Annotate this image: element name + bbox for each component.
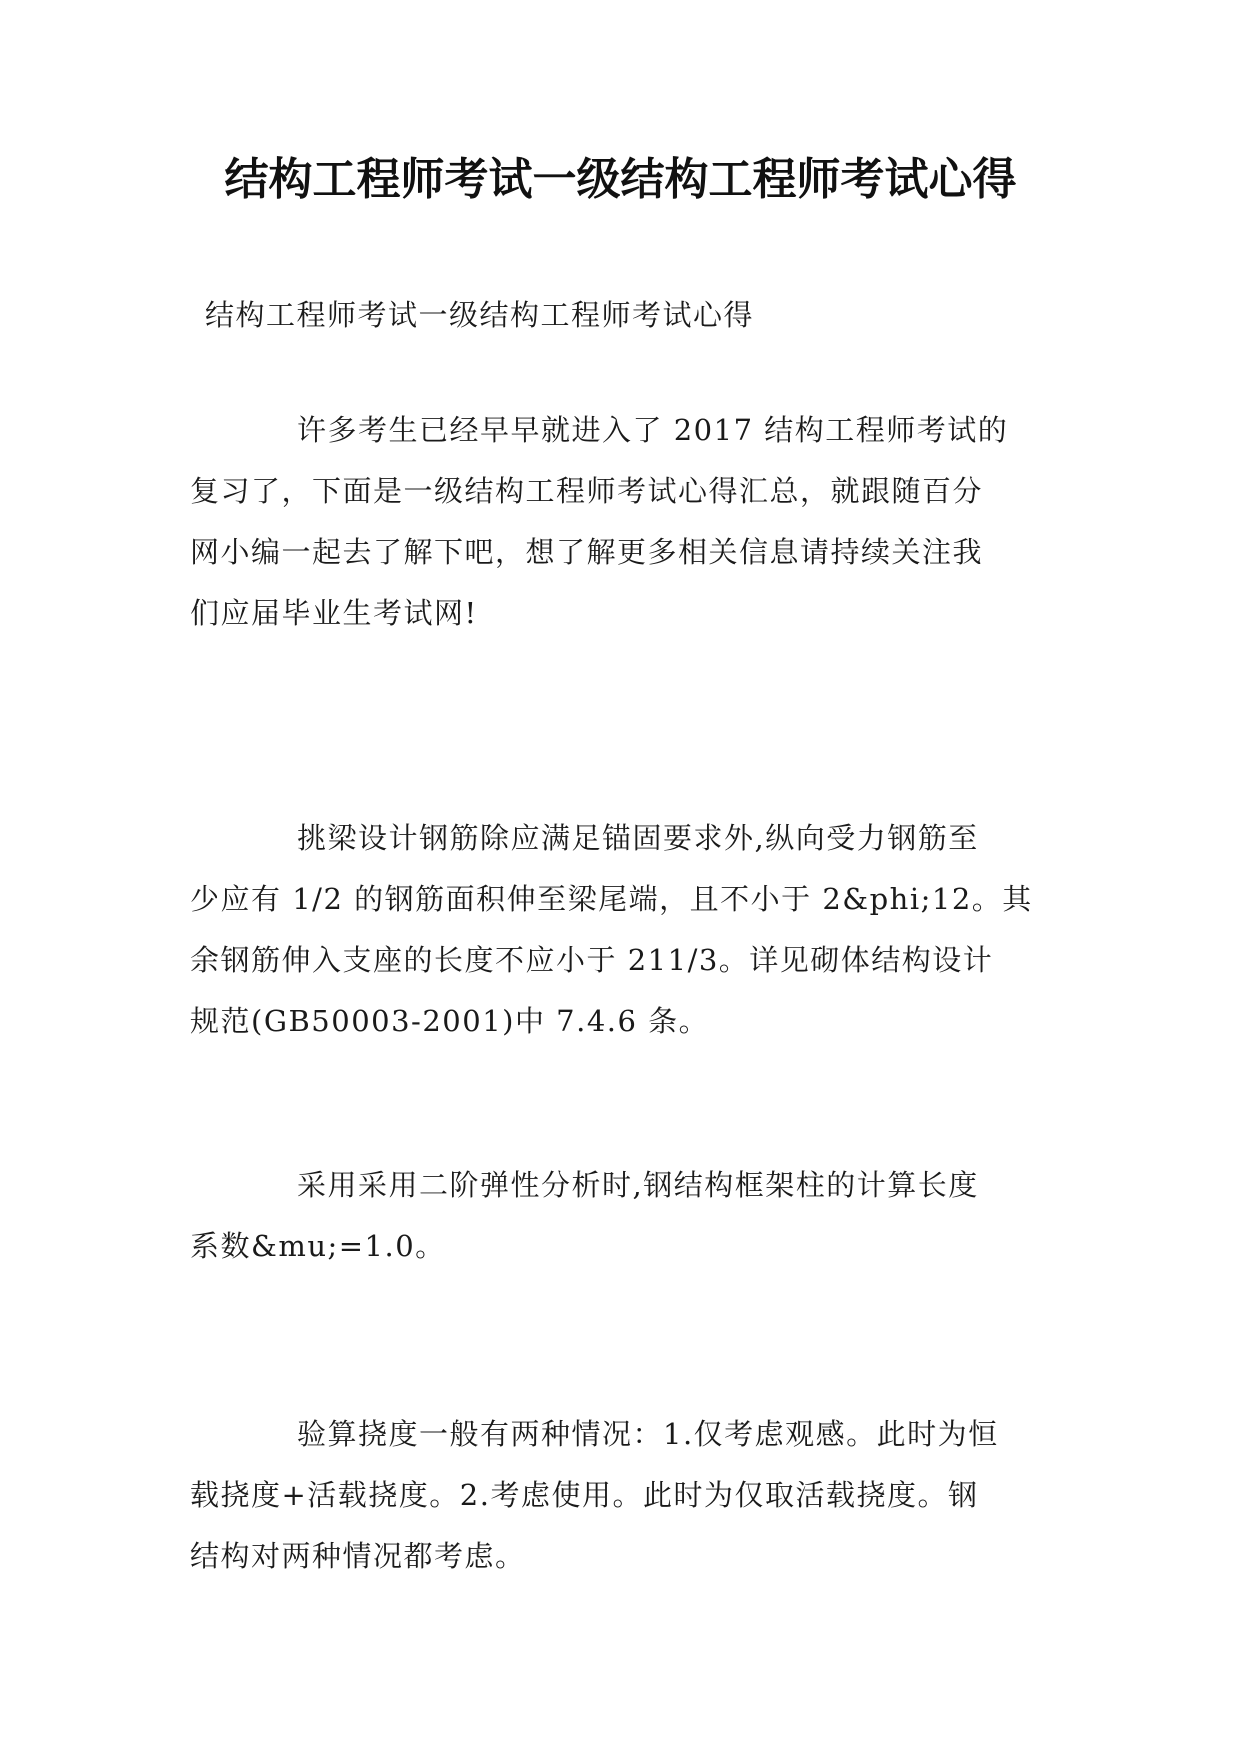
paragraph-line: 们应届毕业生考试网! [190,596,478,630]
paragraph-intro [190,400,1050,644]
paragraph-line: 结构对两种情况都考虑。 [190,1539,526,1573]
paragraph-line: 规范(GB50003-2001)中 7.4.6 条。 [190,1004,710,1038]
paragraph-line: 网小编一起去了解下吧，想了解更多相关信息请持续关注我 [190,535,984,569]
document-subtitle: 结构工程师考试一级结构工程师考试心得 [205,298,755,332]
paragraph-line: 验算挠度一般有两种情况：1.仅考虑观感。此时为恒 [297,1417,999,1451]
paragraph-line: 复习了，下面是一级结构工程师考试心得汇总，就跟随百分 [190,474,984,508]
paragraph-line: 系数&mu;=1.0。 [190,1229,446,1263]
paragraph-line: 少应有 1/2 的钢筋面积伸至梁尾端，且不小于 2&phi;12。其 [190,882,1033,916]
paragraph-line: 许多考生已经早早就进入了 2017 结构工程师考试的 [297,413,1009,447]
paragraph-line: 余钢筋伸入支座的长度不应小于 211/3。详见砌体结构设计 [190,943,994,977]
paragraph-line: 挑梁设计钢筋除应满足锚固要求外,纵向受力钢筋至 [297,821,979,855]
paragraph-line: 采用采用二阶弹性分析时,钢结构框架柱的计算长度 [297,1168,979,1202]
paragraph-second-order-analysis [190,1155,1050,1277]
paragraph-line: 载挠度+活载挠度。2.考虑使用。此时为仅取活载挠度。钢 [190,1478,979,1512]
paragraph-cantilever-beam [190,808,1050,1052]
document-title: 结构工程师考试一级结构工程师考试心得 [224,154,1017,205]
paragraph-deflection-check [190,1404,1050,1587]
